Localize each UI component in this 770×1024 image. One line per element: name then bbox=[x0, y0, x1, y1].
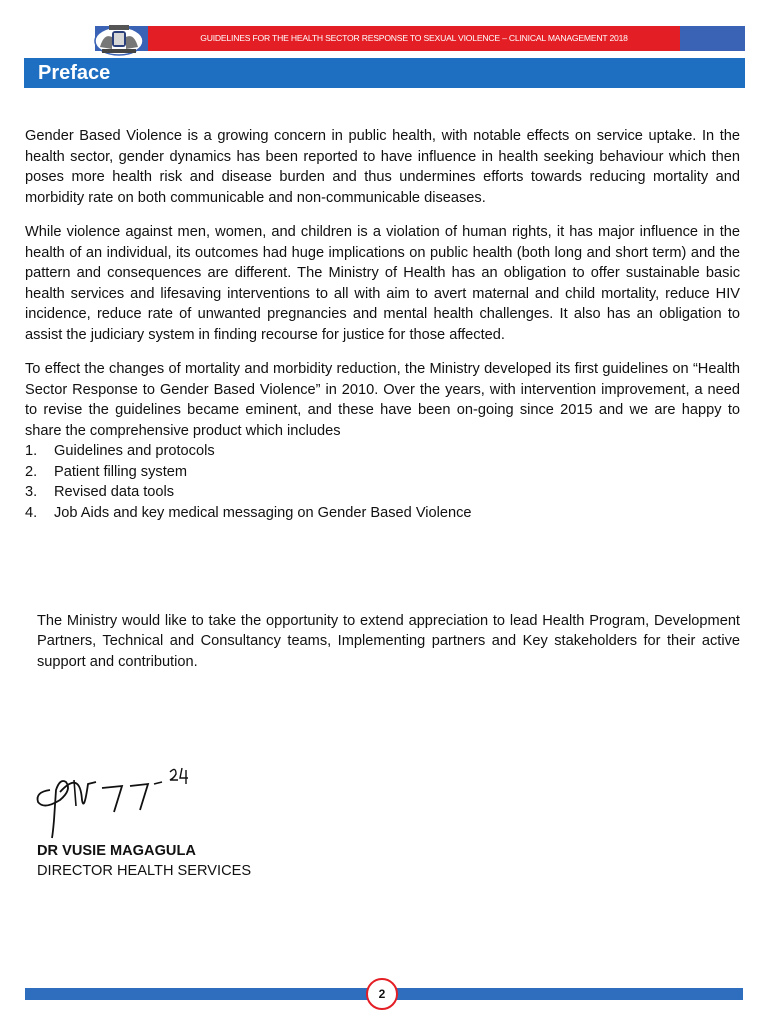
running-header: GUIDELINES FOR THE HEALTH SECTOR RESPONSE TO SEXUAL VIOLENCE – CLINICAL MANAGEMENT 2018 bbox=[200, 33, 628, 43]
list-item: 4. Job Aids and key medical messaging on Gender Based Violence bbox=[25, 504, 472, 521]
handwritten-signature-icon bbox=[30, 760, 200, 840]
deliverables-list bbox=[25, 441, 740, 523]
page-title: Preface bbox=[38, 62, 111, 84]
signatory-title: DIRECTOR HEALTH SERVICES bbox=[37, 863, 252, 879]
paragraph: Gender Based Violence is a growing concern in public health, with notable effects on service uptake. In the health sector, gender dynamics has been reported to have influence in health seeking behaviour which then poses more health risk and disease burden and thus undermines efforts towards reducing mortality and morbidity rate on both communicable and non-communicable diseases. bbox=[25, 128, 740, 206]
list-item: 3. Revised data tools bbox=[25, 484, 175, 500]
coat-of-arms-icon bbox=[92, 19, 146, 57]
signatory-name: DR VUSIE MAGAGULA bbox=[37, 843, 196, 859]
preface-body bbox=[25, 126, 740, 523]
section-title-bar bbox=[24, 58, 745, 88]
list-item: 2. Patient filling system bbox=[25, 463, 188, 480]
list-item: 1. Guidelines and protocols bbox=[25, 443, 215, 459]
paragraph: To effect the changes of mortality and morbidity reduction, the Ministry developed its first guidelines on “Health Sector Response to Gender Based Violence” in 2010. Over the years, with intervention improvement, a need to revise the guidelines became eminent, and these have been on-going since 2015 and we are happy to share the comprehensive product which includes bbox=[25, 361, 740, 439]
acknowledgement-paragraph: The Ministry would like to take the opportunity to extend appreciation to lead Health Program, Development Partners, Technical and Consultancy teams, Implementing partners and Key stakeholders for their active support and contribution. bbox=[37, 612, 740, 670]
paragraph: While violence against men, women, and children is a violation of human rights, it has major influence in the health of an individual, its outcomes had huge implications on public health (both long and short term) and the pattern and consequences are different. The Ministry of Health has an obligation to offer sustainable basic health services and lifesaving interventions to all with aim to avert maternal and child mortality, reduce HIV incidence, reduce rate of unwanted pregnancies and mental health challenges. It also has an obligation to assist the judiciary system in finding recourse for justice for those affected. bbox=[25, 224, 740, 343]
page-number: 2 bbox=[366, 978, 398, 1010]
